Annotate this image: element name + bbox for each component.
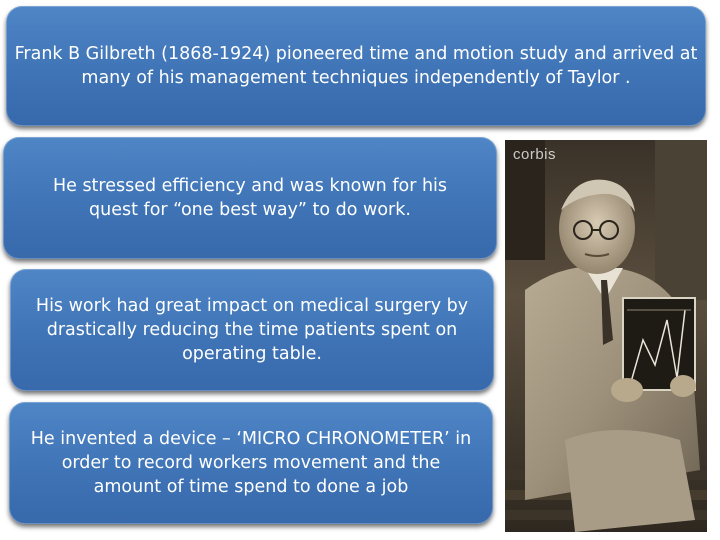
photo-watermark: corbis — [513, 146, 557, 163]
surgery-text-box — [10, 269, 494, 391]
efficiency-text-box — [3, 137, 497, 259]
efficiency-text: He stressed efficiency and was known for his quest for “one best way” to do work. — [52, 176, 448, 220]
chronometer-text: He invented a device – ‘MICRO CHRONOMETER’ in order to record workers movement and the amount of time spend to done a job — [30, 429, 472, 497]
intro-text-box — [6, 6, 706, 126]
gilbreth-photo-illustration — [505, 140, 707, 532]
surgery-text: His work had great impact on medical surgery by drastically reducing the time patients spent on operating table. — [35, 296, 469, 364]
gilbreth-photo — [505, 140, 707, 532]
intro-text: Frank B Gilbreth (1868-1924) pioneered time and motion study and arrived at many of his management techniques independently of Taylor . — [14, 44, 698, 88]
chronometer-text-box — [9, 402, 493, 524]
